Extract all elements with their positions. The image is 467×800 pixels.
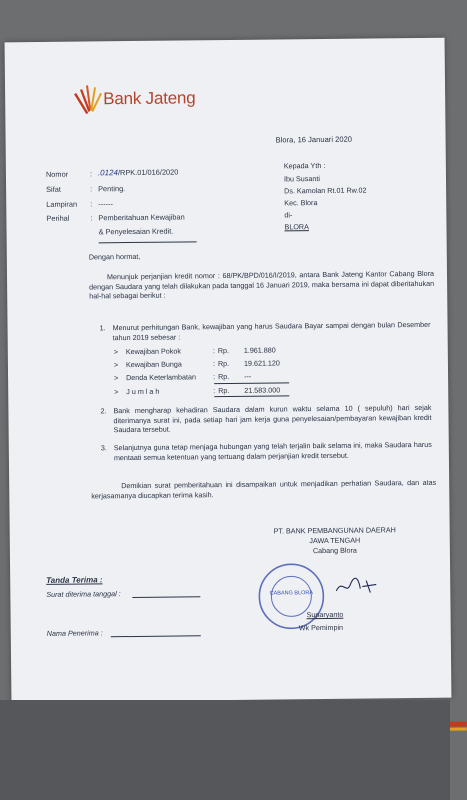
item3-number: 3. <box>100 443 107 453</box>
nomor-value <box>98 168 179 178</box>
recipient-name: Ibu Susanti <box>283 174 321 184</box>
obligation-arrow: > <box>114 387 119 397</box>
place-date: Blora, 16 Januari 2020 <box>275 134 353 145</box>
item2-number: 2. <box>100 406 107 416</box>
obligation-currency: Rp. <box>218 385 230 396</box>
perihal-line1: Pemberitahuan Kewajiban <box>98 212 185 223</box>
receipt-name-label: Nama Penerima : <box>46 628 103 638</box>
recipient-district: Kec. Blora <box>284 198 318 208</box>
perihal-line2: & Penyelesaian Kredit. <box>98 226 174 237</box>
perihal-colon: : <box>90 213 93 223</box>
perihal-label: Perihal <box>46 213 70 223</box>
signatory-title: Wk Pemimpin <box>298 622 344 633</box>
receipt-date-label: Surat diterima tanggal : <box>46 589 121 599</box>
handwritten-signature <box>332 572 382 599</box>
stamp-inner-text: CABANG BLORA <box>269 590 314 597</box>
signature-block <box>260 525 410 557</box>
receipt-title: Tanda Terima : <box>46 575 103 585</box>
obligation-value: 1.961.880 <box>243 345 276 355</box>
obligation-value: --- <box>244 371 252 381</box>
obligation-label: Denda Keterlambatan <box>126 372 197 383</box>
lampiran-label: Lampiran <box>46 199 78 209</box>
obligation-arrow: > <box>113 347 119 357</box>
obligation-currency: Rp. <box>217 358 230 369</box>
recipient-city: BLORA <box>284 222 309 232</box>
obligation-currency: Rp. <box>217 345 230 356</box>
greeting: Dengan hormat, <box>88 251 141 262</box>
sum-rule <box>214 382 289 384</box>
sum-double-rule <box>214 395 289 397</box>
bank-stamp <box>256 561 327 632</box>
closing-paragraph: Demikian surat pemberitahuan ini disampaikan untuk menjadikan perhatian Saudara, dan atas kerjasamanya diucapkan terima kasih. <box>91 477 437 501</box>
obligation-total-label: J u m l a h <box>126 386 160 397</box>
signature-org-line1: PT. BANK PEMBANGUNAN DAERAH <box>273 525 396 536</box>
item1-number: 1. <box>99 323 106 333</box>
obligation-currency: Rp. <box>218 371 230 382</box>
obligation-colon: : <box>213 372 216 382</box>
recipient-address: Ds. Kamolan Rt.01 Rw.02 <box>284 185 367 196</box>
sifat-value: Penting. <box>98 184 126 194</box>
bank-logo-icon <box>73 83 103 117</box>
receipt-name-line <box>111 635 201 637</box>
receipt-date-line <box>132 596 200 598</box>
nomor-label: Nomor <box>45 169 69 179</box>
nomor-handwritten: .0124 <box>97 168 119 178</box>
sifat-colon: : <box>90 184 93 194</box>
obligation-value: 19.621.120 <box>243 358 280 368</box>
obligation-arrow: > <box>113 360 119 370</box>
obligation-colon: : <box>212 359 215 369</box>
obligation-colon: : <box>213 386 216 396</box>
item2-text: Bank mengharap kehadiran Saudara dalam kurun waktu selama 10 ( sepuluh) hari sejak diterimanya surat ini, pada setiap hari jam kerja guna penyelesaian/pembayaran kewajiban kredit Saudara tersebut. <box>113 402 432 435</box>
obligation-label: Kewajiban Pokok <box>125 346 181 357</box>
table-surface <box>0 700 450 800</box>
signatory-name: Suparyanto <box>306 609 344 620</box>
obligation-total-value: 21.583.000 <box>244 385 281 395</box>
obligation-label: Kewajiban Bunga <box>125 359 182 370</box>
item3-text: Selanjutnya guna tetap menjaga hubungan yang telah terjalin baik selama ini, maka Saudara harus mentaati semua ketentuan yang tertuang dalam perjanjian kredit tersebut. <box>113 439 432 462</box>
perihal-underline <box>99 241 197 243</box>
item1-text: Menurut perhitungan Bank, kewajiban yang harus Saudara Bayar sampai dengan bulan Desember tahun 2019 sebesar : <box>112 319 431 342</box>
signature-org-line2: JAWA TENGAH <box>309 535 361 546</box>
signature-org-line3: Cabang Blora <box>312 545 357 556</box>
obligation-arrow: > <box>114 373 119 383</box>
lampiran-value: ------ <box>98 199 114 209</box>
letter-sheet <box>5 38 452 703</box>
sifat-label: Sifat <box>46 184 61 194</box>
nomor-colon: : <box>89 169 93 179</box>
recipient-line1: Kepada Yth : <box>283 160 326 171</box>
intro-paragraph: Menunjuk perjanjian kredit nomor : 68/PK/BPD/016/I/2019, antara Bank Jateng Kantor Cabang Blora dengan Saudara yang telah dilakukan pada tanggal 16 Januari 2019, maka bersama ini dapat diberitahukan hal-hal sebagai berikut : <box>89 268 435 301</box>
obligation-colon: : <box>212 346 215 356</box>
bank-name: Bank Jateng <box>103 88 196 109</box>
recipient-di: di- <box>284 210 293 220</box>
lampiran-colon: : <box>90 199 93 209</box>
nomor-code: /RPK.01/016/2020 <box>117 167 179 178</box>
bank-logo <box>73 82 213 123</box>
